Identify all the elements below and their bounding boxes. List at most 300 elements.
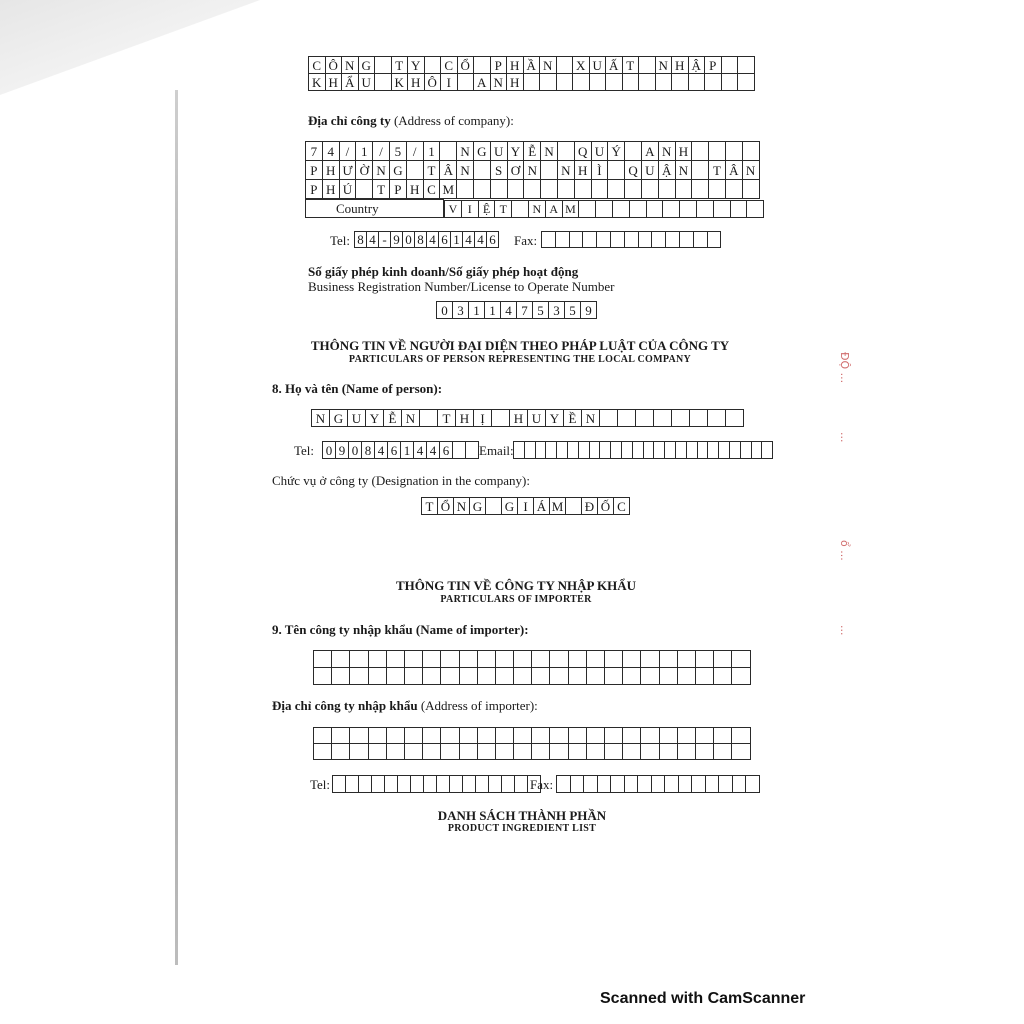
char-cell [672,410,690,427]
char-cell: 6 [487,232,499,248]
char-cell: U [591,142,608,161]
char-cell [314,651,332,668]
char-cell: C [441,57,458,74]
char-cell: Á [534,498,550,515]
char-cell: K [391,74,408,91]
char-cell: Ú [339,180,356,199]
char-cell [732,728,750,744]
importer-fax-input[interactable] [556,775,760,793]
char-cell: 9 [581,302,597,319]
char-cell [584,776,598,793]
country-label: Country [306,200,444,218]
char-cell [386,728,404,744]
char-cell: 5 [565,302,581,319]
char-cell [375,74,392,91]
char-cell: H [406,180,423,199]
country-char-cell [596,200,613,217]
char-cell: Y [546,410,564,427]
char-cell [608,180,625,199]
designation-label-en: (Designation in the company): [371,473,530,488]
char-cell [473,161,490,180]
representative-heading-vn: THÔNG TIN VỀ NGƯỜI ĐẠI DIỆN THEO PHÁP LUẬT CỦA CÔNG TY [310,338,730,353]
license-number-input[interactable] [436,301,597,319]
char-cell [557,180,574,199]
char-cell: Ổ [438,498,454,515]
char-cell [372,776,385,793]
char-cell [492,410,510,427]
char-cell: Ổ [457,57,474,74]
char-cell [546,442,557,459]
ingredient-heading-vn: DANH SÁCH THÀNH PHẦN [437,808,607,823]
char-cell: 3 [549,302,565,319]
char-cell: N [373,161,390,180]
char-cell [423,651,441,668]
char-cell [705,776,719,793]
company-name-grid [308,56,755,91]
char-cell: C [309,57,326,74]
char-cell: / [406,142,423,161]
char-cell: G [358,57,375,74]
company-address-label-en: (Address of company): [393,113,514,128]
char-cell [732,668,750,685]
char-cell [535,442,546,459]
country-row [305,199,764,218]
stamp-mark-2: ... [838,432,851,443]
char-cell [589,74,606,91]
char-cell [732,651,750,668]
char-cell [420,410,438,427]
char-cell [350,668,368,685]
char-cell [398,776,411,793]
importer-fax-label: Fax: [530,777,554,792]
char-cell [672,74,689,91]
char-cell [623,728,641,744]
char-cell [738,74,755,91]
country-char-cell [680,200,697,217]
country-char-cell [663,200,680,217]
importer-heading-vn: THÔNG TIN VỀ CÔNG TY NHẬP KHẨU [395,578,637,593]
char-cell: 8 [362,442,375,459]
char-cell [524,180,541,199]
char-cell: 5 [389,142,406,161]
char-cell: Ậ [688,57,705,74]
char-cell [474,57,491,74]
char-cell [675,442,686,459]
company-fax-input[interactable] [541,231,721,248]
char-cell: Ấ [606,57,623,74]
char-cell [567,442,578,459]
char-cell: 3 [453,302,469,319]
char-cell [597,776,611,793]
char-cell: 1 [451,232,463,248]
char-cell [659,651,677,668]
char-cell [639,57,656,74]
char-cell: 4 [427,442,440,459]
char-cell: G [502,498,518,515]
char-cell: H [322,161,339,180]
char-cell [725,142,742,161]
char-cell [514,744,532,760]
char-cell [605,651,623,668]
char-cell: Ề [564,410,582,427]
char-cell [705,74,722,91]
char-cell: 1 [356,142,373,161]
person-email-input[interactable] [513,441,773,459]
char-cell [665,442,676,459]
char-cell [625,142,642,161]
ingredient-heading-en: PRODUCT INGREDIENT LIST [447,823,597,834]
char-cell [524,442,535,459]
char-cell [740,442,751,459]
char-cell [406,161,423,180]
char-cell [523,74,540,91]
char-cell [332,728,350,744]
char-cell: 1 [401,442,414,459]
char-cell [385,776,398,793]
importer-tel-label: Tel: [310,777,331,792]
importer-heading-en: PARTICULARS OF IMPORTER [440,594,592,605]
char-cell [404,651,422,668]
char-cell: H [510,410,528,427]
country-value [444,200,765,218]
importer-address-label-vn: Địa chỉ công ty nhập khẩu [272,698,418,713]
char-cell: H [672,57,689,74]
char-cell [568,668,586,685]
person-email-label: Email: [479,443,514,458]
char-cell [605,728,623,744]
char-cell: 0 [437,302,453,319]
char-cell: 4 [427,232,439,248]
country-char-cell [629,200,646,217]
char-cell: 9 [336,442,349,459]
char-cell [423,744,441,760]
char-cell [368,744,386,760]
char-cell [332,744,350,760]
char-cell [541,180,558,199]
char-cell [677,651,695,668]
char-cell: 4 [367,232,379,248]
char-cell [555,232,569,248]
person-tel-input[interactable] [322,441,479,459]
char-cell: Â [440,161,457,180]
char-cell [762,442,773,459]
char-cell [495,728,513,744]
char-cell: T [622,57,639,74]
char-cell: I [518,498,534,515]
char-cell: Ễ [384,410,402,427]
license-label-vn: Số giấy phép kinh doanh/Số giấy phép hoạt động [308,264,579,279]
char-cell [714,728,732,744]
char-cell [574,180,591,199]
char-cell [608,161,625,180]
char-cell [568,651,586,668]
char-cell: U [528,410,546,427]
char-cell: G [389,161,406,180]
char-cell: 0 [349,442,362,459]
char-cell [652,232,666,248]
char-cell: 8 [355,232,367,248]
char-cell: Q [625,161,642,180]
char-cell: Y [507,142,524,161]
country-char-cell: T [495,200,512,217]
country-char-cell [512,200,529,217]
char-cell [368,651,386,668]
char-cell [557,776,571,793]
char-cell [314,668,332,685]
char-cell [514,442,525,459]
char-cell: 4 [475,232,487,248]
char-cell: T [373,180,390,199]
char-cell: P [389,180,406,199]
company-tel-label: Tel: [330,233,351,248]
char-cell: Ư [339,161,356,180]
char-cell [424,776,437,793]
char-cell: T [391,57,408,74]
char-cell: N [742,161,759,180]
license-label-en: Business Registration Number/License to Operate Number [308,279,615,294]
char-cell [597,232,611,248]
country-char-cell: Ệ [478,200,495,217]
char-cell: 0 [323,442,336,459]
char-cell [332,651,350,668]
char-cell [386,668,404,685]
char-cell [693,232,707,248]
char-cell: 0 [403,232,415,248]
char-cell [314,728,332,744]
company-address-grid [305,141,760,199]
char-cell: P [705,57,722,74]
company-fax-label: Fax: [514,233,538,248]
char-cell [557,442,568,459]
char-cell [441,651,459,668]
char-cell: T [709,161,726,180]
char-cell [477,651,495,668]
char-cell [611,442,622,459]
char-cell: N [658,142,675,161]
char-cell [350,744,368,760]
country-char-cell [579,200,596,217]
char-cell [624,232,638,248]
char-cell: T [422,498,438,515]
char-cell [738,57,755,74]
char-cell: / [339,142,356,161]
char-cell: N [490,74,507,91]
char-cell [583,232,597,248]
char-cell [692,776,706,793]
char-cell: / [373,142,390,161]
char-cell [459,651,477,668]
char-cell [540,74,557,91]
char-cell: Ễ [524,142,541,161]
char-cell [726,410,744,427]
char-cell [550,668,568,685]
stamp-mark-1: ĐỘ ... [838,352,851,384]
char-cell: N [457,142,474,161]
char-cell [675,180,692,199]
char-cell [638,776,652,793]
char-cell [625,180,642,199]
char-cell [514,668,532,685]
char-cell [440,142,457,161]
char-cell [333,776,346,793]
char-cell [489,776,502,793]
char-cell: P [306,180,323,199]
char-cell [550,744,568,760]
person-tel-label: Tel: [294,443,315,458]
char-cell [636,410,654,427]
char-cell: N [541,142,558,161]
char-cell [732,776,746,793]
char-cell [532,668,550,685]
country-char-cell [730,200,747,217]
char-cell [665,776,679,793]
char-cell [586,651,604,668]
char-cell [568,728,586,744]
char-cell [688,74,705,91]
char-cell [423,728,441,744]
char-cell [586,744,604,760]
char-cell [578,442,589,459]
char-cell [459,668,477,685]
char-cell [623,668,641,685]
char-cell: Đ [582,498,598,515]
char-cell [591,180,608,199]
importer-tel-input[interactable] [332,775,541,793]
company-tel-input[interactable] [354,231,499,248]
char-cell: N [312,410,330,427]
char-cell: Ì [591,161,608,180]
char-cell [375,57,392,74]
char-cell [692,142,709,161]
char-cell [692,161,709,180]
char-cell [746,776,760,793]
char-cell [490,180,507,199]
char-cell: U [641,161,658,180]
country-char-cell [646,200,663,217]
char-cell [659,728,677,744]
char-cell [502,776,515,793]
char-cell: 7 [306,142,323,161]
char-cell: I [441,74,458,91]
char-cell [714,744,732,760]
person-name-input[interactable] [311,409,744,427]
char-cell [677,744,695,760]
designation-input[interactable] [421,497,630,515]
char-cell [368,728,386,744]
importer-name-input[interactable] [313,650,751,685]
country-char-cell: M [562,200,579,217]
char-cell: K [309,74,326,91]
char-cell [655,74,672,91]
char-cell [742,142,759,161]
designation-label-vn: Chức vụ ở công ty [272,473,369,488]
char-cell: H [456,410,474,427]
char-cell: N [402,410,420,427]
char-cell [586,668,604,685]
char-cell: M [440,180,457,199]
char-cell [742,180,759,199]
camscanner-watermark: Scanned with CamScanner [600,990,806,1007]
char-cell [350,728,368,744]
char-cell [659,744,677,760]
char-cell: N [540,57,557,74]
char-cell [708,442,719,459]
char-cell: G [470,498,486,515]
char-cell [441,668,459,685]
char-cell [466,442,479,459]
company-address-label [308,113,514,129]
char-cell [695,728,713,744]
char-cell: N [675,161,692,180]
char-cell [725,180,742,199]
char-cell: A [474,74,491,91]
char-cell [708,410,726,427]
char-cell: H [408,74,425,91]
char-cell: Ơ [507,161,524,180]
char-cell: H [325,74,342,91]
char-cell [550,651,568,668]
char-cell [732,744,750,760]
importer-name-label [272,622,529,638]
char-cell [459,728,477,744]
char-cell: Y [366,410,384,427]
representative-heading-en: PARTICULARS OF PERSON REPRESENTING THE LOCAL COMPANY [348,354,692,365]
importer-name-label-en: (Name of importer): [415,622,529,637]
char-cell: 4 [322,142,339,161]
char-cell [463,776,476,793]
char-cell [719,776,733,793]
char-cell: A [641,142,658,161]
char-cell [532,744,550,760]
char-cell: 4 [501,302,517,319]
importer-name-label-vn: 9. Tên công ty nhập khẩu [272,622,413,637]
char-cell [697,442,708,459]
char-cell [632,442,643,459]
char-cell [677,728,695,744]
char-cell [556,57,573,74]
char-cell [618,410,636,427]
char-cell [658,180,675,199]
char-cell: U [348,410,366,427]
char-cell [666,232,680,248]
char-cell: 6 [439,232,451,248]
char-cell: - [379,232,391,248]
char-cell [514,728,532,744]
char-cell [404,728,422,744]
char-cell [541,161,558,180]
country-char-cell: V [445,200,462,217]
char-cell: G [473,142,490,161]
char-cell [721,74,738,91]
char-cell [605,744,623,760]
char-cell [695,744,713,760]
country-char-cell: A [545,200,562,217]
char-cell: Ầ [523,57,540,74]
char-cell: Q [574,142,591,161]
char-cell [751,442,762,459]
char-cell: Ị [474,410,492,427]
char-cell [654,410,672,427]
char-cell: 4 [463,232,475,248]
char-cell [651,776,665,793]
char-cell [677,668,695,685]
importer-address-input[interactable] [313,727,751,760]
char-cell [643,442,654,459]
char-cell: Ô [325,57,342,74]
char-cell [450,776,463,793]
char-cell [453,442,466,459]
char-cell: M [550,498,566,515]
